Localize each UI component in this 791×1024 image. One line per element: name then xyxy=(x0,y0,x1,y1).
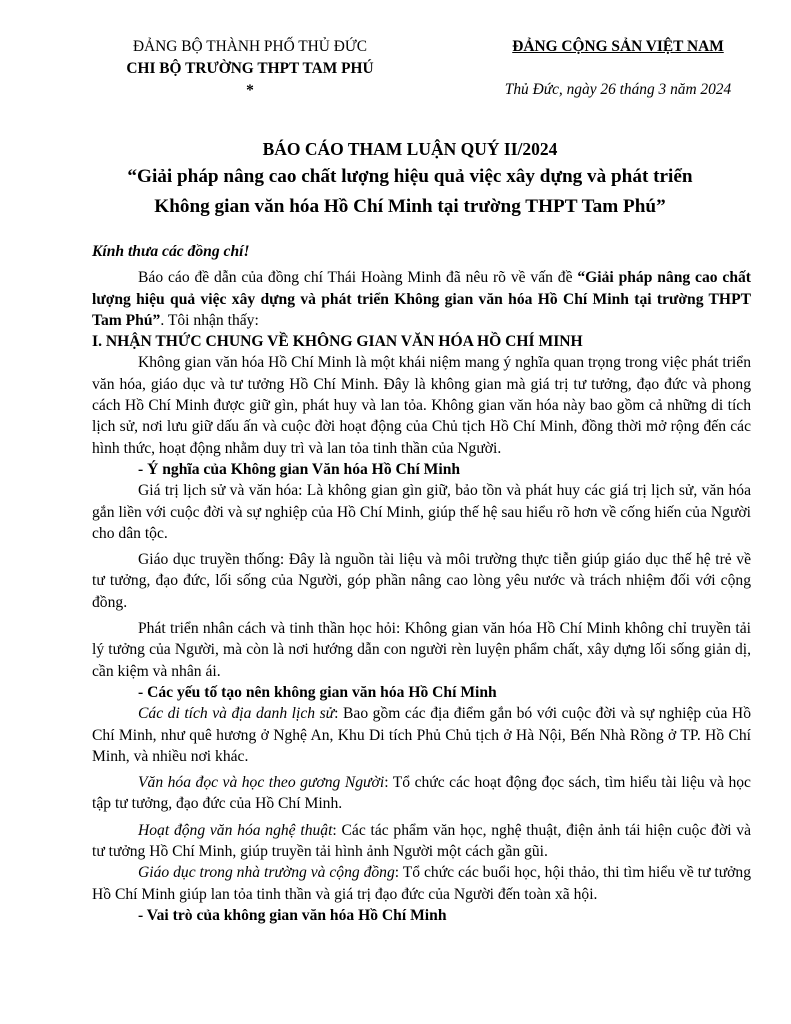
element-term: Giáo dục trong nhà trường và cộng đồng xyxy=(138,864,395,882)
element-text: : Tổ chức các hoạt động đọc sách, tìm hiểu tài liệu và học tập tư tưởng, đạo đức của Hồ Chí Minh. xyxy=(92,774,751,813)
intro-text: Báo cáo đề dẫn của đồng chí Thái Hoàng Minh đã nêu rõ về vấn đề xyxy=(138,269,578,287)
subsection-meaning-heading: - Ý nghĩa của Không gian Văn hóa Hồ Chí Minh xyxy=(138,460,461,478)
report-body xyxy=(92,241,751,926)
meaning-paragraph: Giá trị lịch sử và văn hóa: Là không gian gìn giữ, bảo tồn và phát huy các giá trị lịch sử, văn hóa gắn liền với cuộc đời và sự nghiệp của Hồ Chí Minh, giúp thế hệ sau hiểu rõ hơn về cống hiến của Người cho dân tộc. xyxy=(92,482,751,542)
element-term: Văn hóa đọc và học theo gương Người xyxy=(138,774,385,792)
report-subtitle-line-1: “Giải pháp nâng cao chất lượng hiệu quả việc xây dựng và phát triển xyxy=(127,166,693,187)
header-right xyxy=(478,36,758,101)
intro-paragraph xyxy=(92,267,751,331)
element-text: : Tổ chức các buổi học, hội thảo, thi tìm hiểu về tư tưởng Hồ Chí Minh giúp lan tỏa tinh thần và giá trị đạo đức của Người đến toàn xã hội. xyxy=(92,864,751,903)
report-subtitle-line-2: Không gian văn hóa Hồ Chí Minh tại trường THPT Tam Phú” xyxy=(154,196,666,217)
header-star: * xyxy=(246,82,254,99)
element-paragraph xyxy=(92,772,751,815)
element-term: Hoạt động văn hóa nghệ thuật xyxy=(138,821,333,839)
place-date: Thủ Đức, ngày 26 tháng 3 năm 2024 xyxy=(504,81,732,98)
element-paragraph xyxy=(92,862,751,905)
intro-topic: “Giải pháp nâng cao chất lượng hiệu quả việc xây dựng và phát triển Không gian văn hóa Hồ Chí Minh tại trường THPT Tam Phú” xyxy=(92,269,751,329)
party-name: ĐẢNG CỘNG SẢN VIỆT NAM xyxy=(512,38,724,55)
header-left xyxy=(100,36,400,102)
element-paragraph xyxy=(92,820,751,863)
subsection-role-heading: - Vai trò của không gian văn hóa Hồ Chí Minh xyxy=(138,906,447,924)
element-text: : Các tác phẩm văn học, nghệ thuật, điện ảnh tái hiện cuộc đời và tư tưởng Hồ Chí Minh, giúp truyền tải hình ảnh Người một cách gần gũi. xyxy=(92,821,752,861)
meaning-paragraph: Giáo dục truyền thống: Đây là nguồn tài liệu và môi trường thực tiễn giúp giáo dục thế hệ trẻ về tư tưởng, đạo đức, lối sống của Người, góp phần nâng cao lòng yêu nước và trách nhiệm đối với cộng đồng. xyxy=(92,551,751,611)
meaning-paragraph: Phát triển nhân cách và tinh thần học hỏi: Không gian văn hóa Hồ Chí Minh không chỉ truyền tải lý tưởng của Người, mà còn là nơi hướng dẫn con người rèn luyện phẩm chất, xây dựng lối sống giản dị, cần kiệm và nhân ái. xyxy=(92,620,751,680)
element-paragraph xyxy=(92,703,751,767)
element-term: Các di tích và địa danh lịch sử xyxy=(138,705,335,723)
party-cell-name: CHI BỘ TRƯỜNG THPT TAM PHÚ xyxy=(126,60,374,77)
report-title: BÁO CÁO THAM LUẬN QUÝ II/2024 xyxy=(262,139,558,159)
salutation: Kính thưa các đồng chí! xyxy=(92,243,250,260)
section-1-paragraph: Không gian văn hóa Hồ Chí Minh là một khái niệm mang ý nghĩa quan trọng trong việc phát triển văn hóa, giáo dục và tư tưởng Hồ Chí Minh. Đây là không gian mà giá trị tư tưởng, đạo đức và phong cách Hồ Chí Minh được giữ gìn, phát huy và lan tỏa. Không gian văn hóa này bao gồm cả những di tích lịch sử, nơi lưu giữ dấu ấn và cuộc đời hoạt động của Chủ tịch Hồ Chí Minh, đồng thời mở rộng đến các hình thức, hoạt động nhằm duy trì và lan tỏa tinh thần của Người. xyxy=(92,354,751,457)
party-committee-name: ĐẢNG BỘ THÀNH PHỐ THỦ ĐỨC xyxy=(132,38,368,55)
report-title-block xyxy=(70,137,750,222)
intro-ending: . Tôi nhận thấy: xyxy=(160,311,259,329)
subsection-elements-heading: - Các yếu tố tạo nên không gian văn hóa Hồ Chí Minh xyxy=(138,683,497,701)
element-text: : Bao gồm các địa điểm gắn bó với cuộc đời và sự nghiệp của Hồ Chí Minh, như quê hương ở Nghệ An, Khu Di tích Phủ Chủ tịch ở Hà Nội, Bến Nhà Rồng ở TP. Hồ Chí Minh, và nhiều nơi khác. xyxy=(92,705,751,765)
section-1-heading: I. NHẬN THỨC CHUNG VỀ KHÔNG GIAN VĂN HÓA HỒ CHÍ MINH xyxy=(92,333,583,351)
